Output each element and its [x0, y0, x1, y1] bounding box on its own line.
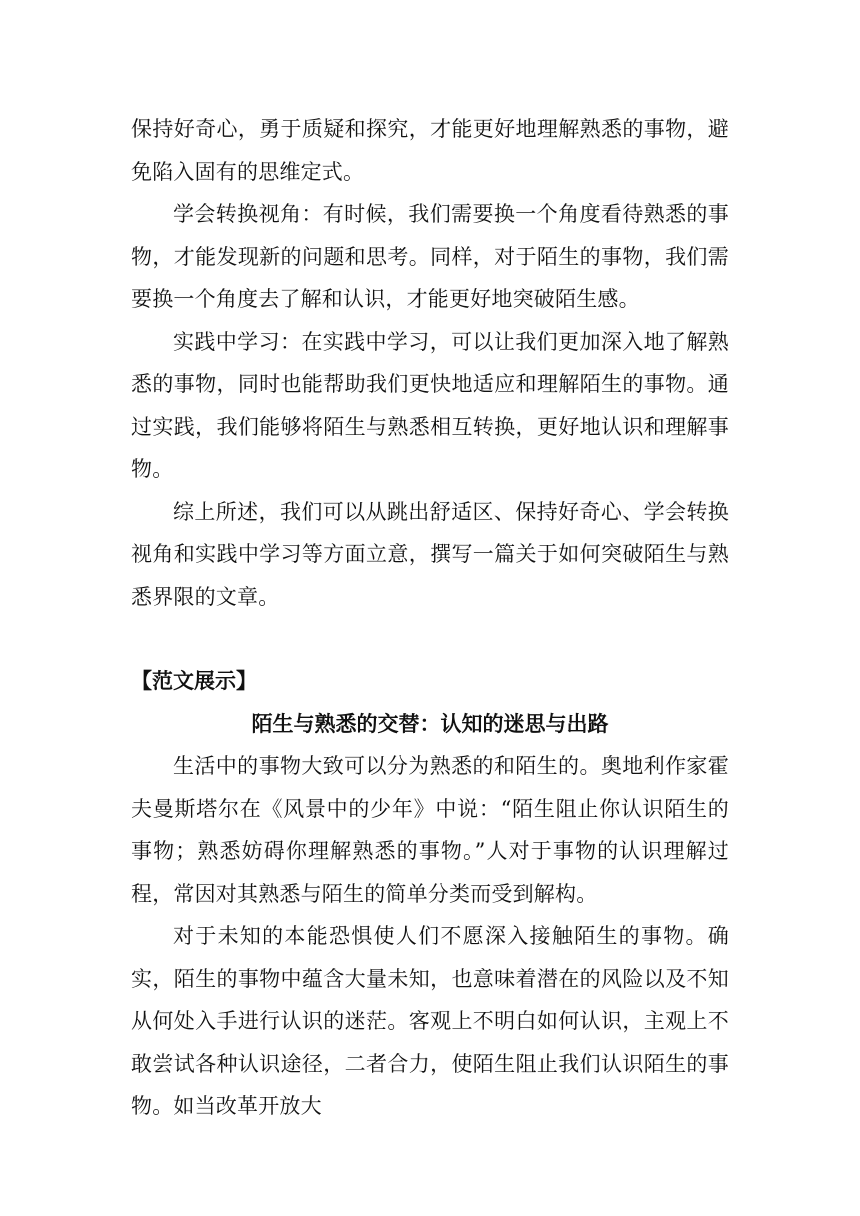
intro-paragraph-summary: 综上所述，我们可以从跳出舒适区、保持好奇心、学会转换视角和实践中学习等方面立意，撰写一篇关于如何突破陌生与熟悉界限的文章。 [131, 499, 729, 609]
section-heading-sample-essay: 【范文展示】 [131, 668, 257, 693]
document-page [131, 108, 729, 1128]
intro-paragraph-change-perspective: 学会转换视角：有时候，我们需要换一个角度看待熟悉的事物，才能发现新的问题和思考。同样，对于陌生的事物，我们需要换一个角度去了解和认识，才能更好地突破陌生感。 [131, 202, 729, 311]
intro-paragraph-continued: 保持好奇心，勇于质疑和探究，才能更好地理解熟悉的事物，避免陷入固有的思维定式。 [131, 117, 729, 184]
essay-paragraph-1: 生活中的事物大致可以分为熟悉的和陌生的。奥地利作家霍夫曼斯塔尔在《风景中的少年》中说：“陌生阻止你认识陌生的事物；熟悉妨碍你理解熟悉的事物。”人对于事物的认识理解过程，常因对其熟悉与陌生的简单分类而受到解构。 [131, 754, 729, 906]
essay-paragraph-2: 对于未知的本能恐惧使人们不愿深入接触陌生的事物。确实，陌生的事物中蕴含大量未知，也意味着潜在的风险以及不知从何处入手进行认识的迷茫。客观上不明白如何认识，主观上不敢尝试各种认识途径，二者合力，使陌生阻止我们认识陌生的事物。如当改革开放大 [131, 924, 729, 1118]
intro-paragraph-learn-in-practice: 实践中学习：在实践中学习，可以让我们更加深入地了解熟悉的事物，同时也能帮助我们更快地适应和理解陌生的事物。通过实践，我们能够将陌生与熟悉相互转换，更好地认识和理解事物。 [131, 329, 729, 481]
section-spacer [131, 618, 729, 660]
essay-title: 陌生与熟悉的交替：认知的迷思与出路 [251, 710, 609, 736]
